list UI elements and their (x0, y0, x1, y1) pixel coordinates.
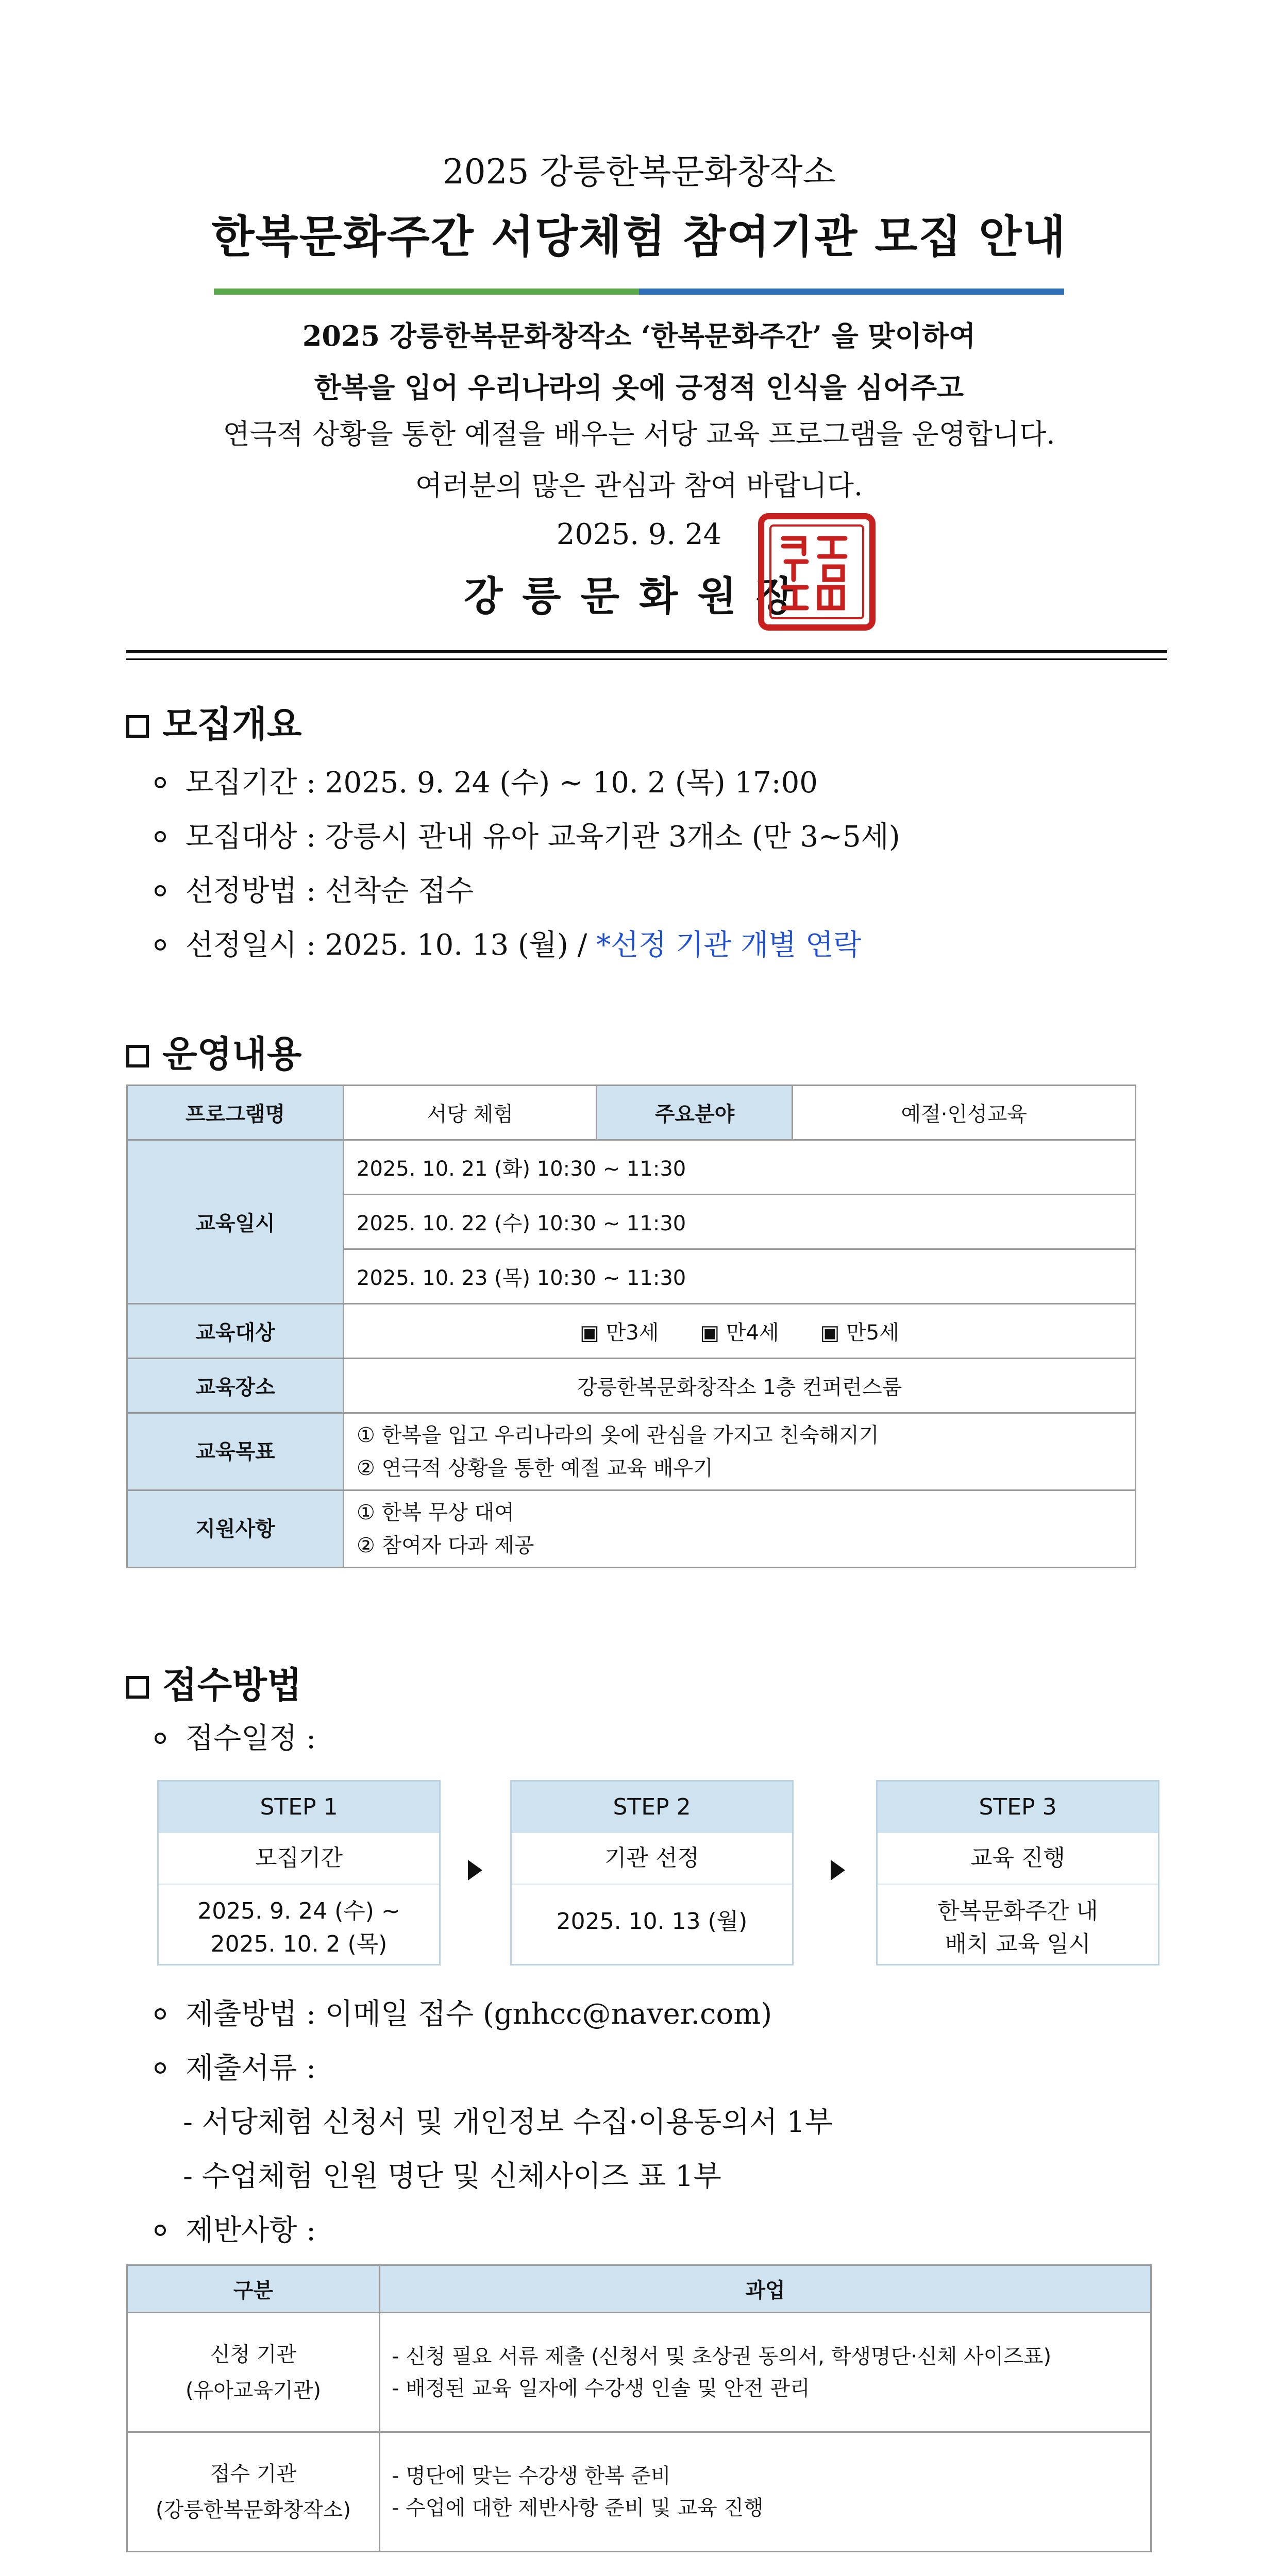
required-document: - 수업체험 인원 명단 및 신체사이즈 표 1부 (183, 2160, 721, 2193)
apply-method: 제출방법 : 이메일 접수 (gnhcc@naver.com) (155, 1991, 772, 2032)
overview-item: 선정방법 : 선착순 접수 (155, 868, 474, 909)
circle-bullet-icon (155, 2062, 166, 2074)
arrow-right-icon (468, 1860, 482, 1880)
step-detail: 2025. 9. 24 (수) ~ 2025. 10. 2 (목) (197, 1898, 400, 1957)
title-divider (214, 289, 1064, 295)
circle-bullet-icon (155, 831, 166, 842)
checkbox-square-icon (126, 1676, 149, 1699)
overview-item: 모집기간 : 2025. 9. 24 (수) ~ 10. 2 (목) 17:00 (155, 760, 818, 801)
table-row (127, 2432, 1151, 2552)
value-goals: ① 한복을 입고 우리나라의 옷에 관심을 가지고 친숙해지기 ② 연극적 상황을 통한 예절 교육 배우기 (344, 1413, 1136, 1490)
required-document: - 서당체험 신청서 및 개인정보 수집·이용동의서 1부 (183, 2106, 833, 2139)
task-cell: - 신청 필요 서류 제출 (신청서 및 초상권 동의서, 학생명단·신체 사이즈표) - 배정된 교육 일자에 수강생 인솔 및 안전 관리 (380, 2313, 1151, 2432)
value-place: 강릉한복문화창작소 1층 컨퍼런스룸 (344, 1359, 1136, 1413)
party-cell: 신청 기관 (유아교육기관) (127, 2313, 380, 2432)
step-title: STEP 3 (878, 1782, 1158, 1833)
circle-bullet-icon (155, 1733, 166, 1744)
section-heading-apply: 접수방법 (126, 1656, 301, 1708)
section-heading-overview: 모집개요 (126, 696, 301, 748)
task-cell: - 명단에 맞는 수강생 한복 준비 - 수업에 대한 제반사항 준비 및 교육 진행 (380, 2432, 1151, 2552)
value-field: 예절·인성교육 (793, 1086, 1136, 1140)
step-name: 기관 선정 (512, 1833, 792, 1885)
label-dates: 교육일시 (127, 1140, 344, 1304)
value-date: 2025. 10. 23 (목) 10:30 ~ 11:30 (344, 1249, 1136, 1304)
document-subtitle: 2025 강릉한복문화창작소 (442, 152, 836, 192)
issuer-name: 강릉문화원장 (463, 573, 815, 620)
circle-bullet-icon (155, 2008, 166, 2020)
checkbox-square-icon (126, 715, 149, 738)
value-supports: ① 한복 무상 대여 ② 참여자 다과 제공 (344, 1490, 1136, 1568)
table-row (127, 2313, 1151, 2432)
circle-bullet-icon (155, 2225, 166, 2236)
step-name: 모집기간 (159, 1833, 439, 1885)
apply-tasks-label: 제반사항 : (155, 2208, 316, 2249)
step-title: STEP 1 (159, 1782, 439, 1833)
header-rule-thick (126, 650, 1167, 653)
label-target: 교육대상 (127, 1304, 344, 1359)
circle-bullet-icon (155, 939, 166, 951)
circle-bullet-icon (155, 777, 166, 788)
step-name: 교육 진행 (878, 1833, 1158, 1885)
intro-line: 한복을 입어 우리나라의 옷에 긍정적 인식을 심어주고 (314, 371, 964, 404)
label-support: 지원사항 (127, 1490, 344, 1568)
value-targets: ▣ 만3세 ▣ 만4세 ▣ 만5세 (344, 1304, 1136, 1359)
label-field: 주요분야 (597, 1086, 793, 1140)
intro-line: 여러분의 많은 관심과 참여 바랍니다. (415, 469, 863, 502)
intro-line: 2025 강릉한복문화창작소 ‘한복문화주간’ 을 맞이하여 (302, 319, 976, 352)
column-header-division: 구분 (127, 2265, 380, 2313)
overview-item: 선정일시 : 2025. 10. 13 (월) / *선정 기관 개별 연락 (155, 922, 861, 963)
step-detail: 한복문화주간 내 배치 교육 일시 (937, 1898, 1098, 1957)
step-card (157, 1780, 441, 1965)
intro-line: 연극적 상황을 통한 예절을 배우는 서당 교육 프로그램을 운영합니다. (223, 418, 1055, 450)
step-card (876, 1780, 1159, 1965)
overview-item: 모집대상 : 강릉시 관내 유아 교육기관 3개소 (만 3~5세) (155, 814, 900, 855)
column-header-tasks: 과업 (380, 2265, 1151, 2313)
operations-table (126, 1084, 1136, 1568)
checkbox-square-icon (126, 1045, 149, 1067)
official-seal-stamp (755, 510, 879, 634)
issue-date: 2025. 9. 24 (556, 518, 722, 551)
label-program: 프로그램명 (127, 1086, 344, 1140)
task-table (126, 2264, 1152, 2552)
header-rule-thin (126, 658, 1167, 660)
selection-note: *선정 기관 개별 연락 (596, 928, 862, 962)
document-title: 한복문화주간 서당체험 참여기관 모집 안내 (211, 211, 1067, 263)
value-date: 2025. 10. 22 (수) 10:30 ~ 11:30 (344, 1195, 1136, 1249)
apply-schedule-label: 접수일정 : (155, 1716, 316, 1757)
section-heading-operations: 운영내용 (126, 1025, 301, 1077)
value-date: 2025. 10. 21 (화) 10:30 ~ 11:30 (344, 1140, 1136, 1195)
arrow-right-icon (831, 1860, 845, 1880)
step-title: STEP 2 (512, 1782, 792, 1833)
step-detail: 2025. 10. 13 (월) (556, 1908, 748, 1935)
apply-docs-label: 제출서류 : (155, 2045, 316, 2087)
party-cell: 접수 기관 (강릉한복문화창작소) (127, 2432, 380, 2552)
step-card (510, 1780, 794, 1965)
value-program: 서당 체험 (344, 1086, 597, 1140)
label-place: 교육장소 (127, 1359, 344, 1413)
label-goal: 교육목표 (127, 1413, 344, 1490)
circle-bullet-icon (155, 885, 166, 896)
